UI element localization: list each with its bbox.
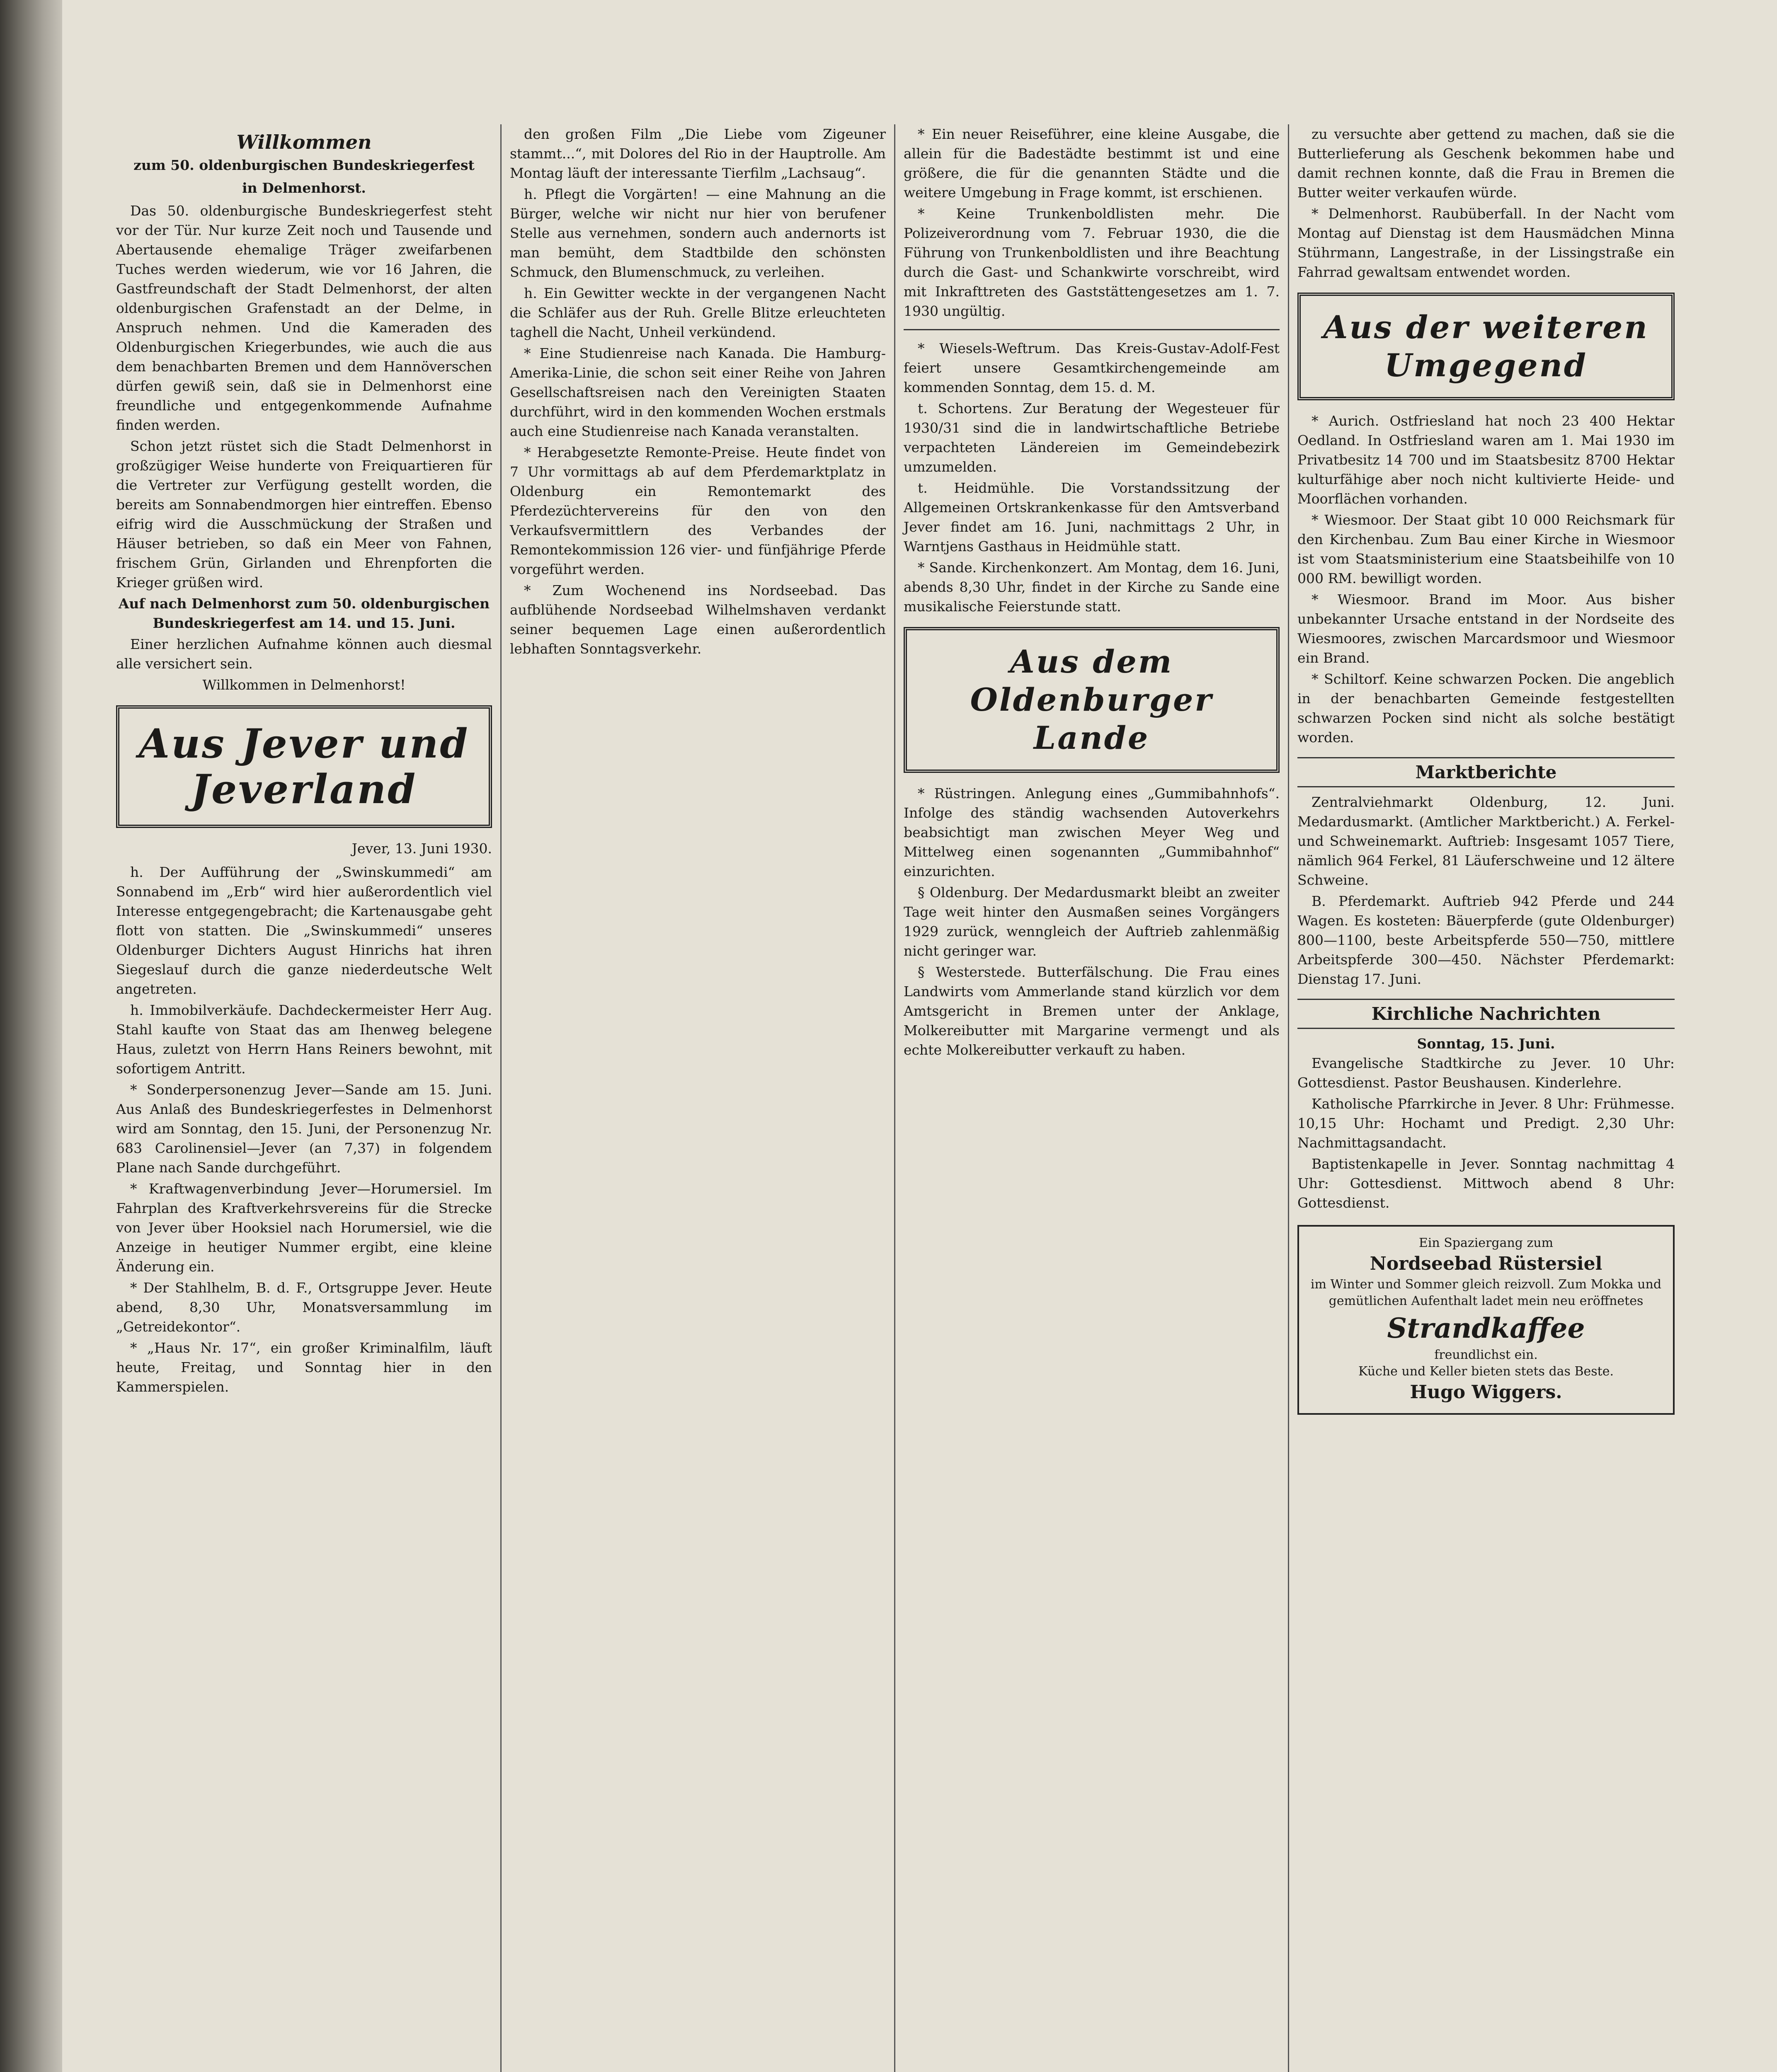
article-paragraph: B. Pferdemarkt. Auftrieb 942 Pferde und 244 Wagen. Es kosteten: Bäuerpferde (gute Oldenburger) 800—1100, beste Arbeitspferde 550—750, mittlere Arbeitspferde 300—450. Nächster Pferdemarkt: Dienstag 17. Juni. (1297, 893, 1675, 987)
column-1 (108, 124, 502, 2072)
article-paragraph: * Sonderpersonenzug Jever—Sande am 15. Juni. Aus Anlaß des Bundeskriegerfestes in Delmenhorst wird am Sonntag, den 15. Juni, der Personenzug Nr. 683 Carolinensiel—Jever (an 7,37) in folgendem Plane nach Sande durchgeführt. (116, 1082, 492, 1176)
article-paragraph: * Aurich. Ostfriesland hat noch 23 400 Hektar Oedland. In Ostfriesland waren am 1. Mai 1930 im Privatbesitz 14 700 und im Staatsbesitz 8700 Hektar kulturfähige aber noch nicht kultivierte Heide- und Moorflächen vorhanden. (1297, 413, 1675, 507)
article-paragraph: * Rüstringen. Anlegung eines „Gummibahnhofs“. Infolge des ständig wachsenden Autoverkehrs beabsichtigt man zwischen Meyer Weg und Mittelweg einen sogenannten „Gummibahnhof“ einzurichten. (904, 785, 1280, 879)
article-paragraph: Zentralviehmarkt Oldenburg, 12. Juni. Medardusmarkt. (Amtlicher Marktbericht.) A. Ferkel- und Schweinemarkt. Auftrieb: Insgesamt 1057 Tiere, nämlich 964 Ferkel, 81 Läuferschweine und 12 ältere Schweine. (1297, 794, 1675, 888)
advertisement-strandkaffee (1297, 1225, 1675, 1415)
article-paragraph: den großen Film „Die Liebe vom Zigeuner stammt...“, mit Dolores del Rio in der Hauptrolle. Am Montag läuft der interessante Tierfilm „Lachsaug“. (510, 126, 886, 181)
dateline: Jever, 13. Juni 1930. (352, 840, 492, 857)
ad-line: Ein Spaziergang zum (1418, 1236, 1554, 1250)
book-binding-edge (0, 0, 62, 2072)
column-2 (502, 124, 895, 2072)
welcome-closing: Willkommen in Delmenhorst! (202, 677, 406, 693)
welcome-subtitle-2: in Delmenhorst. (242, 180, 366, 196)
ad-business-name: Strandkaffee (1387, 1312, 1585, 1344)
article-paragraph: Katholische Pfarrkirche in Jever. 8 Uhr: Frühmesse. 10,15 Uhr: Hochamt und Predigt. 2,30 Uhr: Nachmittagsandacht. (1297, 1096, 1675, 1151)
article-paragraph: * Sande. Kirchenkonzert. Am Montag, dem 16. Juni, abends 8,30 Uhr, findet in der Kirche zu Sande eine musikalische Feierstunde statt. (904, 559, 1280, 615)
article-paragraph: Baptistenkapelle in Jever. Sonntag nachmittag 4 Uhr: Gottesdienst. Mittwoch abend 8 Uhr: Gottesdienst. (1297, 1156, 1675, 1211)
column-3 (895, 124, 1289, 2072)
ad-place: Nordseebad Rüstersiel (1370, 1253, 1602, 1274)
section-frame-umgegend: Aus der weiteren Umgegend (1297, 293, 1675, 400)
article-paragraph: t. Heidmühle. Die Vorstandssitzung der Allgemeinen Ortskrankenkasse für den Amtsverband Jever findet am 16. Juni, nachmittags 2 Uhr, in Warntjens Gasthaus in Heidmühle statt. (904, 480, 1280, 554)
article-paragraph: * Kraftwagenverbindung Jever—Horumersiel. Im Fahrplan des Kraftverkehrsvereins für die Strecke von Jever über Hooksiel nach Horumersiel, wie die Anzeige in heutiger Nummer ergibt, eine kleine Änderung ein. (116, 1181, 492, 1275)
welcome-title: Willkommen (236, 131, 372, 153)
ad-line: im Winter und Sommer gleich reizvoll. Zum Mokka und gemütlichen Aufenthalt ladet mein neu eröffnetes (1310, 1277, 1662, 1308)
article-paragraph: * Ein neuer Reiseführer, eine kleine Ausgabe, die allein für die Badestädte bestimmt ist und eine größere, die für die genannten Städte und die weitere Umgebung in Frage kommt, ist erschienen. (904, 126, 1280, 201)
church-news-heading: Kirchliche Nachrichten (1297, 999, 1675, 1029)
church-date: Sonntag, 15. Juni. (1417, 1036, 1555, 1052)
section-frame-jever: Aus Jever und Jeverland (116, 705, 492, 828)
article-paragraph: * Wiesmoor. Brand im Moor. Aus bisher unbekannter Ursache entstand in der Nordseite des Wiesmoores, zwischen Marcardsmoor und Wiesmoor ein Brand. (1297, 591, 1675, 666)
article-paragraph: * Eine Studienreise nach Kanada. Die Hamburg-Amerika-Linie, die schon seit einer Reihe von Jahren Gesellschaftsreisen nach den Vereinigten Staaten durchführt, wird in den kommenden Wochen erstmals auch eine Studienreise nach Kanada veranstalten. (510, 345, 886, 439)
article-paragraph: Evangelische Stadtkirche zu Jever. 10 Uhr: Gottesdienst. Pastor Beushausen. Kinderlehre. (1297, 1055, 1675, 1091)
market-reports-heading: Marktberichte (1297, 757, 1675, 787)
article-paragraph: * Keine Trunkenboldlisten mehr. Die Polizeiverordnung vom 7. Februar 1930, die die Führung von Trunkenboldlisten und ihre Beachtung durch die Gast- und Schankwirte vorschreibt, wird mit Inkrafttreten des Gaststättengesetzes am 1. 7. 1930 ungültig. (904, 206, 1280, 319)
section-frame-oldenburg: Aus dem Oldenburger Lande (904, 627, 1280, 773)
article-paragraph: h. Ein Gewitter weckte in der vergangenen Nacht die Schläfer aus der Ruh. Grelle Blitze erleuchteten taghell die Nacht, Unheil verkündend. (510, 285, 886, 340)
article-paragraph: Einer herzlichen Aufnahme können auch diesmal alle versichert sein. (116, 636, 492, 672)
article-paragraph: § Oldenburg. Der Medardusmarkt bleibt an zweiter Tage weit hinter den Ausmaßen seines Vorgängers 1929 zurück, wenngleich der Auftrieb zahlenmäßig nicht geringer war. (904, 884, 1280, 959)
newspaper-columns (108, 124, 1708, 2072)
article-paragraph: § Westerstede. Butterfälschung. Die Frau eines Landwirts vom Ammerlande stand kürzlich vor dem Amtsgericht in Bremen unter der Anklage, Molkereibutter mit Margarine vermengt und als echte Molkereibutter verkauft zu haben. (904, 964, 1280, 1058)
article-paragraph: * Herabgesetzte Remonte-Preise. Heute findet von 7 Uhr vormittags ab auf dem Pferdemarktplatz in Oldenburg ein Remontemarkt des Pferdezüchtervereins für den von den Verkaufsvermittlern des Verbandes der Remontekommission 126 vier- und fünfjährige Pferde vorgeführt werden. (510, 444, 886, 577)
article-paragraph: * Delmenhorst. Raubüberfall. In der Nacht vom Montag auf Dienstag ist dem Hausmädchen Minna Stührmann, Langestraße, in der Lissingstraße ein Fahrrad gewaltsam entwendet worden. (1297, 206, 1675, 280)
article-paragraph: * Wiesels-Weftrum. Das Kreis-Gustav-Adolf-Fest feiert unsere Gesamtkirchengemeinde am kommenden Sonntag, dem 15. d. M. (904, 340, 1280, 395)
ad-line: freundlichst ein. (1434, 1348, 1538, 1362)
article-paragraph: Das 50. oldenburgische Bundeskriegerfest steht vor der Tür. Nur kurze Zeit noch und Tausende und Abertausende ehemalige Träger zweifarbenen Tuches werden wiederum, wie vor 16 Jahren, die Gastfreundschaft der Stadt Delmenhorst, der alten oldenburgischen Grafenstadt an der Delme, in Anspruch nehmen. Und die Kameraden des Oldenburgischen Kriegerbundes, wie auch die aus dem benachbarten Bremen und dem Hannöverschen dürfen gewiß sein, daß sie in Delmenhorst eine freundliche und entgegenkommende Aufnahme finden werden. (116, 203, 492, 433)
article-paragraph: t. Schortens. Zur Beratung der Wegesteuer für 1930/31 sind die in landwirtschaftliche Betriebe verpachteten Ländereien im Gemeindebezirk umzumelden. (904, 400, 1280, 475)
ad-signature: Hugo Wiggers. (1410, 1382, 1562, 1403)
article-paragraph: * Der Stahlhelm, B. d. F., Ortsgruppe Jever. Heute abend, 8,30 Uhr, Monatsversammlung im „Getreidekontor“. (116, 1280, 492, 1335)
article-paragraph: h. Pflegt die Vorgärten! — eine Mahnung an die Bürger, welche wir nicht nur hier von berufener Stelle aus vernehmen, sondern auch andernorts ist man bemüht, dem Stadtbilde den schönsten Schmuck, den Blumenschmuck, zu verleihen. (510, 186, 886, 280)
article-paragraph: Schon jetzt rüstet sich die Stadt Delmenhorst in großzügiger Weise hunderte von Freiquartieren für die Vertreter zur Verfügung gestellt worden, die bereits am Sonnabendmorgen hier eintreffen. Ebenso eifrig wird die Ausschmückung der Straßen und Häuser betrieben, so daß ein Meer von Fahnen, frischem Grün, Girlanden und Ehrenpforten die Krieger grüßen wird. (116, 438, 492, 591)
column-4 (1289, 124, 1683, 2072)
article-paragraph: * „Haus Nr. 17“, ein großer Kriminalfilm, läuft heute, Freitag, und Sonntag hier in den Kammerspielen. (116, 1340, 492, 1395)
article-paragraph: h. Der Aufführung der „Swinskummedi“ am Sonnabend im „Erb“ wird hier außerordentlich viel Interesse entgegengebracht; die Kartenausgabe geht flott von statten. Die „Swinskummedi“ unseres Oldenburger Dichters August Hinrichs hat ihren Siegeslauf durch die ganze niederdeutsche Welt angetreten. (116, 864, 492, 997)
welcome-subtitle-1: zum 50. oldenburgischen Bundeskriegerfest (133, 157, 475, 173)
article-paragraph: h. Immobilverkäufe. Dachdeckermeister Herr Aug. Stahl kaufte von Staat das am Ihenweg belegene Haus, zuletzt von Herrn Hans Reiners bewohnt, mit sofortigem Antritt. (116, 1002, 492, 1077)
article-paragraph: * Schiltorf. Keine schwarzen Pocken. Die angeblich in der benachbarten Gemeinde festgestellten schwarzen Pocken sind nicht als solche bestätigt worden. (1297, 671, 1675, 746)
article-paragraph: * Wiesmoor. Der Staat gibt 10 000 Reichsmark für den Kirchenbau. Zum Bau einer Kirche in Wiesmoor ist vom Staatsministerium eine Staatsbeihilfe von 10 000 RM. bewilligt worden. (1297, 512, 1675, 586)
divider (904, 329, 1280, 330)
article-paragraph: * Zum Wochenend ins Nordseebad. Das aufblühende Nordseebad Wilhelmshaven verdankt seiner bequemen Lage einen außerordentlich lebhaften Sonntagsverkehr. (510, 582, 886, 657)
article-paragraph: Auf nach Delmenhorst zum 50. oldenburgischen Bundeskriegerfest am 14. und 15. Juni. (118, 595, 490, 631)
article-paragraph: zu versuchte aber gettend zu machen, daß sie die Butterlieferung als Geschenk bekommen habe und damit rechnen konnte, daß die Frau in Bremen die Butter weiter verkaufen würde. (1297, 126, 1675, 201)
ad-line: Küche und Keller bieten stets das Beste. (1358, 1364, 1614, 1379)
